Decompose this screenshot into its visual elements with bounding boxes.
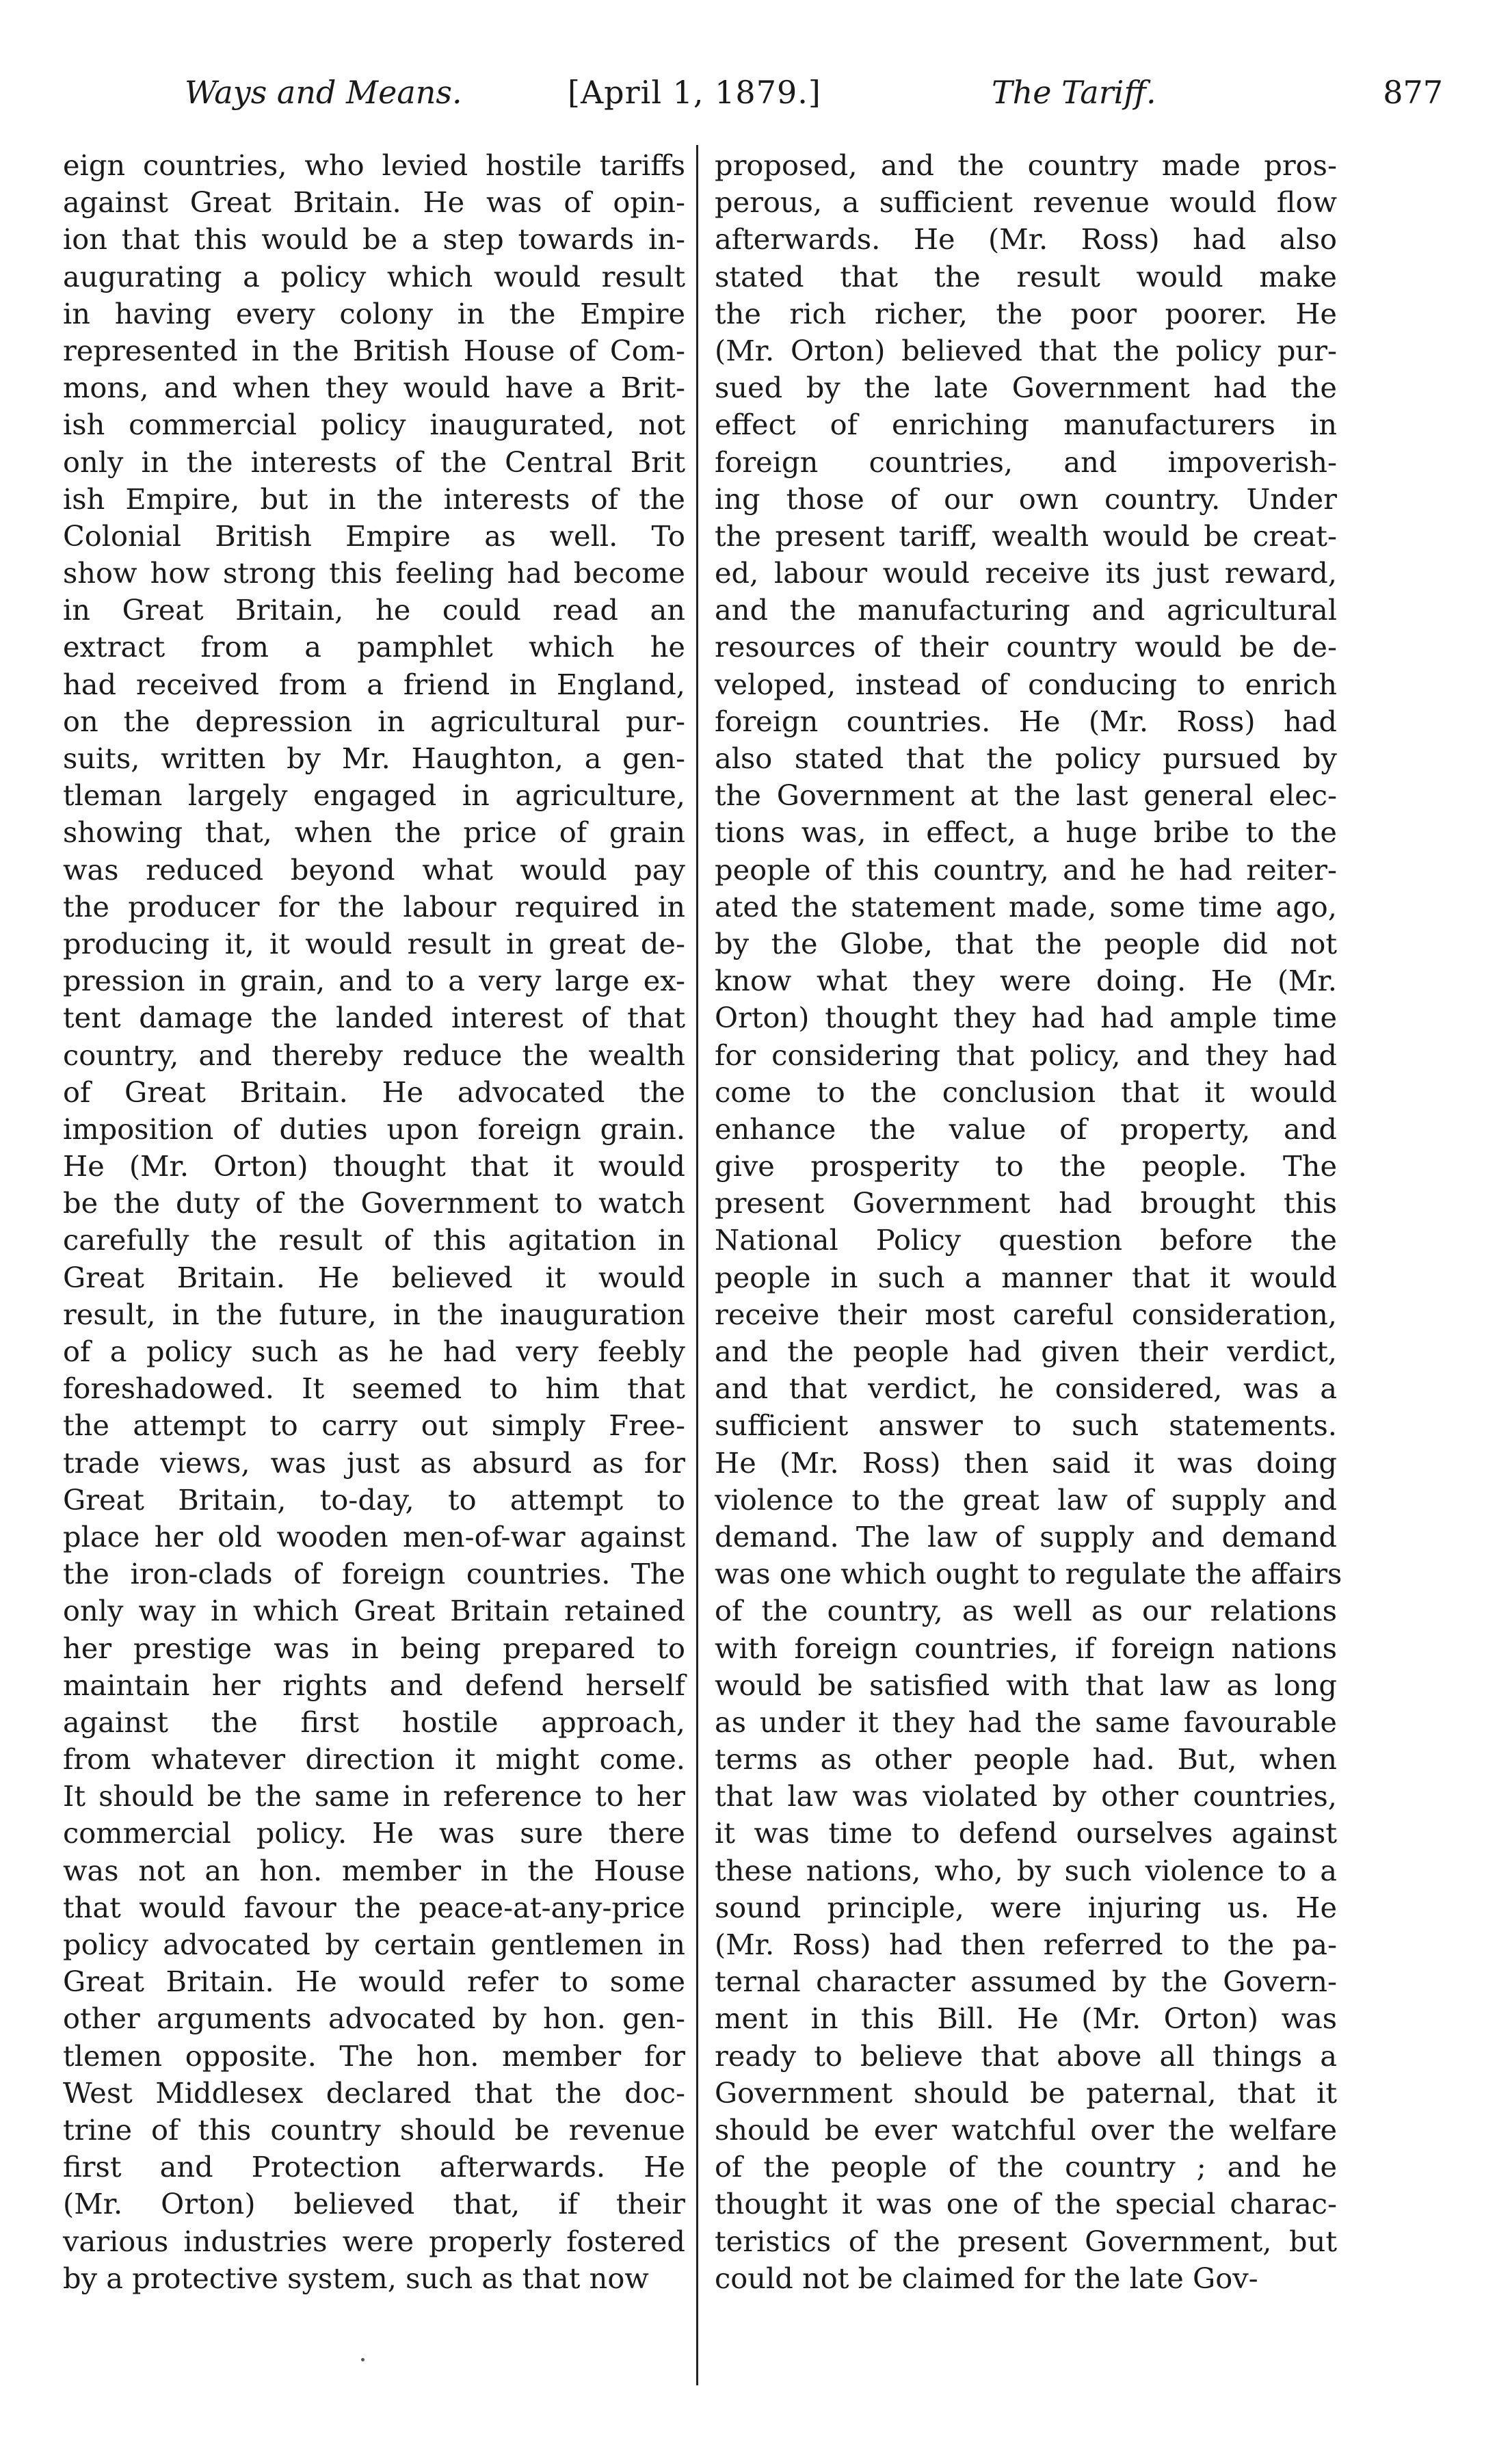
text-line: also stated that the policy pursued by [715, 742, 1337, 775]
text-line: of a policy such as he had very feebly [63, 1335, 685, 1368]
text-line: give prosperity to the people. The [715, 1149, 1337, 1183]
text-line: terms as other people had. But, when [715, 1742, 1337, 1777]
text-line: policy advocated by certain gentlemen in [63, 1928, 685, 1961]
text-line: receive their most careful consideration, [715, 1297, 1337, 1331]
text-line: and the people had given their verdict, [715, 1335, 1337, 1368]
text-line: people of this country, and he had reiter- [715, 852, 1337, 887]
text-line: be the duty of the Government to watch [63, 1186, 685, 1220]
text-line: place her old wooden men-of-war against [63, 1519, 685, 1554]
text-line: He (Mr. Ross) then said it was doing [715, 1445, 1337, 1480]
text-line: (Mr. Ross) had then referred to the pa- [715, 1928, 1337, 1961]
text-line: tions was, in effect, a huge bribe to the [715, 815, 1337, 850]
text-line: only in the interests of the Central Brit [63, 445, 685, 479]
text-line: of the country, as well as our relations [715, 1594, 1337, 1628]
text-line: the iron-clads of foreign countries. The [63, 1557, 685, 1591]
text-line: other arguments advocated by hon. gen- [63, 2002, 685, 2036]
text-line: (Mr. Orton) believed that, if their [63, 2187, 685, 2221]
text-line: first and Protection afterwards. He [63, 2150, 685, 2184]
text-line: result, in the future, in the inauguration [63, 1297, 685, 1331]
text-line: was one which ought to regulate the affairs [715, 1557, 1342, 1591]
text-line: It should be the same in reference to her [63, 1779, 685, 1813]
text-line: proposed, and the country made pros- [715, 148, 1337, 182]
text-line: afterwards. He (Mr. Ross) had also [715, 222, 1337, 257]
text-line: of Great Britain. He advocated the [63, 1075, 685, 1109]
text-line: perous, a sufficient revenue would flow [715, 185, 1337, 220]
text-line: producing it, it would result in great de- [63, 926, 685, 960]
text-line: come to the conclusion that it would [715, 1075, 1337, 1109]
text-line: could not be claimed for the late Gov- [715, 2261, 1258, 2295]
running-header [62, 68, 1443, 116]
text-line: only way in which Great Britain retained [63, 1594, 685, 1628]
text-line: enhance the value of property, and [715, 1112, 1337, 1146]
text-line: violence to the great law of supply and [715, 1482, 1337, 1517]
text-line: as under it they had the same favourable [715, 1705, 1337, 1739]
text-line: teristics of the present Government, but [715, 2224, 1337, 2258]
text-line: it was time to defend ourselves against [715, 1816, 1337, 1850]
text-line: National Policy question before the [715, 1223, 1337, 1257]
text-line: her prestige was in being prepared to [63, 1631, 685, 1665]
text-line: Orton) thought they had had ample time [715, 1001, 1337, 1035]
text-line: ready to believe that above all things a [715, 2039, 1337, 2073]
text-line: and that verdict, he considered, was a [715, 1372, 1337, 1406]
header-topic: The Tariff. [992, 74, 1156, 111]
text-line: was not an hon. member in the House [63, 1853, 685, 1887]
text-line: carefully the result of this agitation in [63, 1223, 685, 1257]
text-line: West Middlesex declared that the doc- [63, 2075, 685, 2110]
text-line: ing those of our own country. Under [715, 482, 1337, 516]
text-line: foreign countries, and impoverish- [715, 445, 1337, 479]
text-line: showing that, when the price of grain [63, 815, 685, 850]
text-line: ish Empire, but in the interests of the [63, 482, 685, 516]
text-line: with foreign countries, if foreign nations [715, 1631, 1337, 1665]
text-line: imposition of duties upon foreign grain. [63, 1112, 685, 1146]
right-text-column [715, 147, 1342, 2297]
text-line: sued by the late Government had the [715, 371, 1337, 405]
text-line: against Great Britain. He was of opin- [63, 185, 685, 220]
text-line: the producer for the labour required in [63, 889, 685, 923]
text-line: in Great Britain, he could read an [63, 593, 685, 627]
text-line: veloped, instead of conducing to enrich [715, 667, 1337, 701]
text-line: tent damage the landed interest of that [63, 1001, 685, 1035]
print-speck [361, 2358, 365, 2361]
text-line: that would favour the peace-at-any-price [63, 1890, 685, 1924]
text-line: Government should be paternal, that it [715, 2075, 1337, 2110]
text-line: trine of this country should be revenue [63, 2112, 685, 2147]
text-line: resources of their country would be de- [715, 630, 1337, 664]
text-line: of the people of the country ; and he [715, 2150, 1337, 2184]
text-line: the Government at the last general elec- [715, 778, 1337, 813]
text-line: tlemen opposite. The hon. member for [63, 2039, 685, 2073]
text-line: these nations, who, by such violence to a [715, 1853, 1337, 1887]
text-line: that law was violated by other countries, [715, 1779, 1337, 1813]
text-line: commercial policy. He was sure there [63, 1816, 685, 1850]
text-line: present Government had brought this [715, 1186, 1337, 1220]
text-line: ment in this Bill. He (Mr. Orton) was [715, 2002, 1337, 2036]
text-line: the attempt to carry out simply Free- [63, 1408, 685, 1443]
text-line: (Mr. Orton) believed that the policy pur- [715, 333, 1337, 367]
text-line: effect of enriching manufacturers in [715, 408, 1337, 442]
text-line: Great Britain. He would refer to some [63, 1965, 685, 1999]
page-number: 877 [1383, 74, 1443, 111]
text-line: ion that this would be a step towards in- [63, 222, 685, 257]
text-line: He (Mr. Orton) thought that it would [63, 1149, 685, 1183]
text-line: Great Britain, to-day, to attempt to [63, 1482, 685, 1517]
left-text-column [63, 147, 685, 2297]
text-line: show how strong this feeling had become [63, 556, 685, 590]
text-line: foreshadowed. It seemed to him that [63, 1372, 685, 1406]
column-divider [696, 145, 698, 2385]
text-line: should be ever watchful over the welfare [715, 2112, 1337, 2147]
text-line: ternal character assumed by the Govern- [715, 1965, 1337, 1999]
text-line: in having every colony in the Empire [63, 296, 685, 330]
text-line: the present tariff, wealth would be creat- [715, 519, 1337, 553]
text-line: had received from a friend in England, [63, 667, 685, 701]
text-line: country, and thereby reduce the wealth [63, 1038, 685, 1072]
text-line: extract from a pamphlet which he [63, 630, 685, 664]
text-line: sufficient answer to such statements. [715, 1408, 1337, 1443]
text-line: Colonial British Empire as well. To [63, 519, 685, 553]
text-line: ated the statement made, some time ago, [715, 889, 1337, 923]
text-line: maintain her rights and defend herself [63, 1668, 685, 1702]
text-line: ed, labour would receive its just reward, [715, 556, 1337, 590]
text-line: ish commercial policy inaugurated, not [63, 408, 685, 442]
text-line: sound principle, were injuring us. He [715, 1890, 1337, 1924]
header-section-title: Ways and Means. [185, 74, 462, 111]
text-line: eign countries, who levied hostile tariffs [63, 148, 685, 182]
text-line: suits, written by Mr. Haughton, a gen- [63, 742, 685, 775]
text-line: represented in the British House of Com- [63, 333, 685, 367]
text-line: against the first hostile approach, [63, 1705, 685, 1739]
text-line: for considering that policy, and they had [715, 1038, 1337, 1072]
text-line: people in such a manner that it would [715, 1260, 1337, 1294]
text-line: was reduced beyond what would pay [63, 852, 685, 887]
text-line: from whatever direction it might come. [63, 1742, 685, 1777]
text-line: various industries were properly fostered [63, 2224, 685, 2258]
text-line: the rich richer, the poor poorer. He [715, 296, 1337, 330]
text-line: foreign countries. He (Mr. Ross) had [715, 704, 1337, 738]
text-line: by a protective system, such as that now [63, 2261, 649, 2295]
text-line: know what they were doing. He (Mr. [715, 964, 1337, 998]
text-line: on the depression in agricultural pur- [63, 704, 685, 738]
text-line: trade views, was just as absurd as for [63, 1445, 685, 1480]
text-line: demand. The law of supply and demand [715, 1519, 1337, 1554]
text-line: by the Globe, that the people did not [715, 926, 1337, 960]
text-line: would be satisfied with that law as long [715, 1668, 1337, 1702]
text-line: pression in grain, and to a very large ex- [63, 964, 685, 998]
text-line: augurating a policy which would result [63, 259, 685, 293]
text-line: tleman largely engaged in agriculture, [63, 778, 685, 813]
header-date: [April 1, 1879.] [568, 74, 821, 111]
text-line: mons, and when they would have a Brit- [63, 371, 685, 405]
text-line: thought it was one of the special charac- [715, 2187, 1337, 2221]
text-line: and the manufacturing and agricultural [715, 593, 1337, 627]
text-line: Great Britain. He believed it would [63, 1260, 685, 1294]
text-line: stated that the result would make [715, 259, 1337, 293]
